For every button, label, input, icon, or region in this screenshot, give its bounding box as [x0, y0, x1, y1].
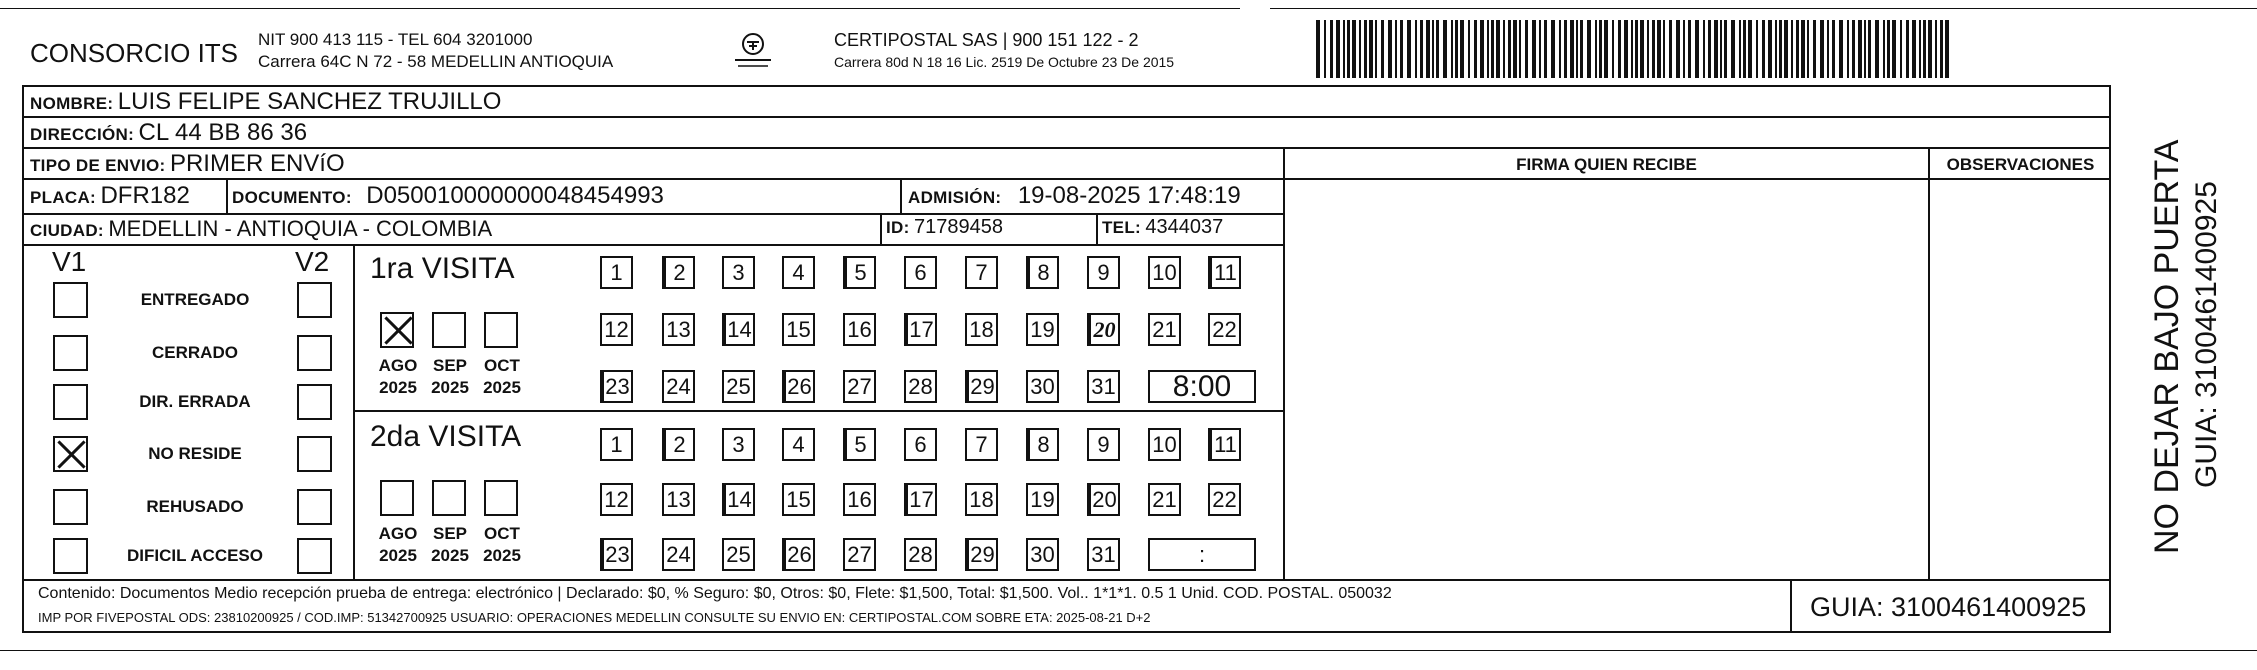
- barcode-bar: [1460, 20, 1464, 78]
- barcode-bar: [1695, 20, 1699, 78]
- certipostal-logo: [730, 30, 776, 72]
- barcode-bar: [1415, 20, 1417, 78]
- barcode-bar: [1587, 20, 1591, 78]
- barcode-bar: [1436, 20, 1439, 78]
- company-info-line-1: NIT 900 413 115 - TEL 604 3201000: [258, 30, 533, 49]
- barcode-bar: [1400, 20, 1403, 78]
- barcode-bar: [1839, 20, 1843, 78]
- barcode-bar: [1688, 20, 1691, 78]
- first-visit-day-2[interactable]: 2: [662, 256, 695, 289]
- ciudad-value: MEDELLIN - ANTIOQUIA - COLOMBIA: [108, 216, 493, 241]
- nombre-label: NOMBRE:: [30, 94, 114, 113]
- barcode-bar: [1864, 20, 1866, 78]
- visits-divider: [353, 244, 355, 579]
- barcode-bar: [1739, 20, 1741, 78]
- first-visit-day-28[interactable]: 28: [904, 370, 937, 403]
- barcode-bar: [1708, 20, 1711, 78]
- no-dejar-warning: NO DEJAR BAJO PUERTA: [2148, 139, 2186, 554]
- second-visit-title: 2da VISITA: [370, 420, 522, 453]
- v2-header: V2: [295, 246, 330, 277]
- barcode-bar: [1407, 20, 1411, 78]
- first-visit-month-label: SEP: [432, 356, 468, 375]
- top-rule: [1270, 8, 2257, 9]
- barcode-bar: [1580, 20, 1583, 78]
- barcode-bar: [1935, 20, 1937, 78]
- barcode-bar: [1375, 20, 1377, 78]
- barcode-bar: [1635, 20, 1638, 78]
- barcode-bar: [1336, 20, 1340, 78]
- barcode-bar: [1919, 20, 1921, 78]
- second-visit-month-checkbox[interactable]: [432, 480, 466, 516]
- barcode-bar: [1940, 20, 1943, 78]
- first-visit-month-checkbox[interactable]: [380, 312, 414, 348]
- barcode-bar: [1503, 20, 1505, 78]
- barcode-bar: [1820, 20, 1824, 78]
- first-visit-day-14[interactable]: 14: [722, 313, 755, 346]
- barcode-bar: [1779, 20, 1782, 78]
- second-visit-day-17[interactable]: 17: [904, 483, 937, 516]
- footer-guia-divider: [1790, 579, 1792, 633]
- footer-divider: [22, 579, 2111, 581]
- direccion-label: DIRECCIÓN:: [30, 125, 135, 144]
- first-visit-day-23[interactable]: 23: [600, 370, 633, 403]
- second-visit-day-22[interactable]: 22: [1208, 483, 1241, 516]
- barcode-bar: [1519, 20, 1521, 78]
- second-visit-month-checkbox[interactable]: [380, 480, 414, 516]
- status-option-label: ENTREGADO: [140, 290, 250, 309]
- barcode-bar: [1647, 20, 1649, 78]
- barcode-bar: [1420, 20, 1423, 78]
- footer-guia: GUIA: 3100461400925: [1810, 592, 2087, 622]
- v1-checkbox[interactable]: [53, 436, 88, 472]
- second-visit-day-18[interactable]: 18: [965, 483, 998, 516]
- first-visit-day-9[interactable]: 9: [1087, 256, 1120, 289]
- v2-checkbox[interactable]: [297, 282, 332, 318]
- barcode-bar: [1847, 20, 1849, 78]
- documento-divider: [900, 178, 902, 213]
- barcode-bar: [1748, 20, 1752, 78]
- barcode-bar: [1624, 20, 1628, 78]
- barcode-bar: [1468, 20, 1470, 78]
- barcode-bar: [1906, 20, 1909, 78]
- tipo-envio-row: [30, 150, 345, 178]
- second-visit-day-2[interactable]: 2: [662, 428, 695, 461]
- barcode-bar: [1364, 20, 1367, 78]
- second-visit-day-10[interactable]: 10: [1148, 428, 1181, 461]
- admision-label: ADMISIÓN:: [908, 188, 1002, 207]
- v1-checkbox[interactable]: [53, 384, 88, 420]
- barcode-bar: [1618, 20, 1621, 78]
- barcode-bar: [1491, 20, 1494, 78]
- footer-line-1: Contenido: Documentos Medio recepción prueba de entrega: electrónico | Declarado: $0, % Seguro: $0, Otros: $0, Flete: $1,500, Total: $1,500. Vol.. 1*1*1. 0.5 1 Unid. COD. POSTAL. 050032: [38, 585, 1392, 602]
- first-visit-day-19[interactable]: 19: [1026, 313, 1059, 346]
- id-field: [886, 216, 1003, 239]
- admision-value: 19-08-2025 17:48:19: [1017, 182, 1241, 209]
- second-visit-day-28[interactable]: 28: [904, 538, 937, 571]
- first-visit-day-7[interactable]: 7: [965, 256, 998, 289]
- first-visit-month-year: 2025: [431, 378, 469, 397]
- v1-checkbox[interactable]: [53, 282, 88, 318]
- barcode-bar: [1784, 20, 1788, 78]
- row-divider: [22, 147, 2111, 149]
- first-visit-day-4[interactable]: 4: [782, 256, 815, 289]
- first-visit-month-label: OCT: [484, 356, 520, 375]
- barcode-bar: [1631, 20, 1633, 78]
- v1-checkbox[interactable]: [53, 489, 88, 525]
- barcode-bar: [1352, 20, 1356, 78]
- first-visit-day-5[interactable]: 5: [843, 256, 876, 289]
- barcode-bar: [1599, 20, 1602, 78]
- row-divider: [353, 410, 1283, 412]
- barcode-bar: [1576, 20, 1578, 78]
- second-visit-day-9[interactable]: 9: [1087, 428, 1120, 461]
- status-option-label: REHUSADO: [146, 497, 244, 516]
- tel-field: [1102, 216, 1223, 239]
- first-visit-day-12[interactable]: 12: [600, 313, 633, 346]
- second-visit-day-14[interactable]: 14: [722, 483, 755, 516]
- second-visit-time-field[interactable]: :: [1148, 538, 1256, 571]
- barcode-bar: [1330, 20, 1333, 78]
- barcode-bar: [1945, 20, 1949, 78]
- v2-checkbox[interactable]: [297, 384, 332, 420]
- barcode-bar: [1892, 20, 1896, 78]
- courier-info-line-1: CERTIPOSTAL SAS | 900 151 122 - 2: [834, 30, 1139, 50]
- row-divider: [22, 244, 1283, 246]
- second-visit-day-21[interactable]: 21: [1148, 483, 1181, 516]
- row-divider: [22, 116, 2111, 118]
- second-visit-month-label: SEP: [432, 524, 468, 543]
- barcode-bar: [1657, 20, 1661, 78]
- barcode-bar: [1923, 20, 1926, 78]
- first-visit-month-year: 2025: [379, 378, 417, 397]
- header-rule-left: [0, 8, 1240, 9]
- row-divider: [22, 213, 1283, 215]
- barcode-bar: [1683, 20, 1685, 78]
- barcode-bar: [1432, 20, 1434, 78]
- barcode-bar: [1443, 20, 1447, 78]
- barcode-bar: [1347, 20, 1350, 78]
- first-visit-day-24[interactable]: 24: [662, 370, 695, 403]
- ciudad-field: [30, 216, 492, 242]
- barcode-bar: [1381, 20, 1384, 78]
- barcode-bar: [1762, 20, 1765, 78]
- barcode-bar: [1813, 20, 1816, 78]
- documento-field: [232, 182, 664, 210]
- barcode-bar: [1316, 20, 1320, 78]
- barcode-bar: [1731, 20, 1735, 78]
- barcode-bar: [1832, 20, 1835, 78]
- barcode-bar: [1513, 20, 1517, 78]
- second-visit-day-13[interactable]: 13: [662, 483, 695, 516]
- barcode-bar: [1474, 20, 1477, 78]
- barcode-bar: [1703, 20, 1705, 78]
- second-visit-day-31[interactable]: 31: [1087, 538, 1120, 571]
- tipo-envio-label: TIPO DE ENVIO:: [30, 156, 166, 175]
- barcode-bar: [1720, 20, 1722, 78]
- barcode-bar: [1532, 20, 1536, 78]
- first-visit-day-17[interactable]: 17: [904, 313, 937, 346]
- barcode-bar: [1564, 20, 1567, 78]
- barcode-bar: [1604, 20, 1608, 78]
- second-visit-month-year: 2025: [431, 546, 469, 565]
- first-visit-day-8[interactable]: 8: [1026, 256, 1059, 289]
- courier-info-line-2: Carrera 80d N 18 16 Lic. 2519 De Octubre 23 De 2015: [834, 54, 1175, 70]
- first-visit-day-21[interactable]: 21: [1148, 313, 1181, 346]
- barcode-bar: [1544, 20, 1547, 78]
- first-visit-month-checkbox[interactable]: [432, 312, 466, 348]
- barcode-bar: [1768, 20, 1772, 78]
- barcode-bar: [1887, 20, 1890, 78]
- barcode-bar: [1559, 20, 1561, 78]
- footer-line-2: IMP POR FIVEPOSTAL ODS: 23810200925 / COD.IMP: 51342700925 USUARIO: OPERACIONES MEDELLIN CONSULTE SU ENVIO EN: CERTIPOSTAL.COM SOBRE ETA: 2025-08-21 D+2: [38, 610, 1151, 625]
- barcode-bar: [1900, 20, 1902, 78]
- side-guia: GUIA: 3100461400925: [2190, 181, 2223, 488]
- barcode-bar: [1743, 20, 1746, 78]
- second-visit-day-3[interactable]: 3: [722, 428, 755, 461]
- v1-checkbox[interactable]: [53, 538, 88, 574]
- second-visit-day-7[interactable]: 7: [965, 428, 998, 461]
- barcode-bar: [1912, 20, 1916, 78]
- id-divider: [1096, 213, 1098, 244]
- nombre-value: LUIS FELIPE SANCHEZ TRUJILLO: [117, 88, 502, 115]
- first-visit-day-31[interactable]: 31: [1087, 370, 1120, 403]
- documento-label: DOCUMENTO:: [232, 188, 352, 207]
- second-visit-month-label: AGO: [378, 524, 418, 543]
- second-visit-day-19[interactable]: 19: [1026, 483, 1059, 516]
- barcode-bar: [1426, 20, 1430, 78]
- second-visit-day-27[interactable]: 27: [843, 538, 876, 571]
- barcode-bar: [1652, 20, 1655, 78]
- barcode-bar: [1487, 20, 1489, 78]
- admision-field: [908, 182, 1241, 210]
- v2-checkbox[interactable]: [297, 335, 332, 371]
- observaciones-header: OBSERVACIONES: [1946, 155, 2095, 174]
- status-option-label: DIR. ERRADA: [139, 392, 251, 411]
- barcode-bar: [1640, 20, 1644, 78]
- second-visit-month-year: 2025: [483, 546, 521, 565]
- barcode-bar: [1724, 20, 1727, 78]
- barcode-bar: [1928, 20, 1932, 78]
- second-visit-day-20[interactable]: 20: [1087, 483, 1120, 516]
- documento-value: D050010000000048454993: [366, 182, 664, 209]
- ciudad-label: CIUDAD:: [30, 221, 104, 240]
- first-visit-day-16[interactable]: 16: [843, 313, 876, 346]
- first-visit-time-field[interactable]: 8:00: [1148, 370, 1256, 403]
- firma-column-divider: [1283, 147, 1285, 579]
- second-visit-day-16[interactable]: 16: [843, 483, 876, 516]
- status-option-label: NO RESIDE: [148, 444, 242, 463]
- placa-value: DFR182: [100, 182, 190, 209]
- first-visit-month-year: 2025: [483, 378, 521, 397]
- second-visit-day-12[interactable]: 12: [600, 483, 633, 516]
- second-visit-month-label: OCT: [484, 524, 520, 543]
- barcode-bar: [1669, 20, 1672, 78]
- barcode-bar: [1796, 20, 1799, 78]
- second-visit-day-26[interactable]: 26: [782, 538, 815, 571]
- first-visit-day-29[interactable]: 29: [965, 370, 998, 403]
- company-info-line-2: Carrera 64C N 72 - 58 MEDELLIN ANTIOQUIA: [258, 52, 614, 71]
- status-option-label: CERRADO: [152, 343, 238, 362]
- barcode-bar: [1369, 20, 1373, 78]
- direccion-row: [30, 119, 307, 147]
- first-visit-day-25[interactable]: 25: [722, 370, 755, 403]
- v2-checkbox[interactable]: [297, 538, 332, 574]
- company-name: CONSORCIO ITS: [30, 38, 239, 68]
- barcode-bar: [1395, 20, 1397, 78]
- first-visit-day-10[interactable]: 10: [1148, 256, 1181, 289]
- id-label: ID:: [886, 218, 910, 237]
- certipostal-logo-icon: [730, 30, 776, 72]
- bottom-rule: [0, 650, 2257, 651]
- second-visit-month-checkbox[interactable]: [484, 480, 518, 516]
- barcode-bar: [1883, 20, 1885, 78]
- second-visit-day-4[interactable]: 4: [782, 428, 815, 461]
- id-value: 71789458: [914, 216, 1003, 238]
- v1-checkbox[interactable]: [53, 335, 88, 371]
- barcode-bar: [1775, 20, 1777, 78]
- barcode-bar: [1858, 20, 1862, 78]
- second-visit-day-24[interactable]: 24: [662, 538, 695, 571]
- second-visit-day-1[interactable]: 1: [600, 428, 633, 461]
- first-visit-day-18[interactable]: 18: [965, 313, 998, 346]
- barcode-bar: [1801, 20, 1805, 78]
- obs-column-divider: [1928, 147, 1930, 579]
- barcode-bar: [1612, 20, 1614, 78]
- first-visit-day-3[interactable]: 3: [722, 256, 755, 289]
- first-visit-month-checkbox[interactable]: [484, 312, 518, 348]
- first-visit-day-27[interactable]: 27: [843, 370, 876, 403]
- barcode-bar: [1570, 20, 1574, 78]
- barcode-bar: [1714, 20, 1718, 78]
- ciudad-divider: [880, 213, 882, 244]
- second-visit-month-year: 2025: [379, 546, 417, 565]
- barcode-bar: [1324, 20, 1326, 78]
- second-visit-day-15[interactable]: 15: [782, 483, 815, 516]
- second-visit-day-29[interactable]: 29: [965, 538, 998, 571]
- barcode-bar: [1875, 20, 1879, 78]
- barcode-bar: [1451, 20, 1453, 78]
- tel-label: TEL:: [1102, 218, 1141, 237]
- barcode-image: [1316, 20, 1951, 78]
- second-visit-day-23[interactable]: 23: [600, 538, 633, 571]
- barcode-bar: [1525, 20, 1528, 78]
- barcode-bar: [1539, 20, 1541, 78]
- barcode-bar: [1852, 20, 1855, 78]
- barcode-bar: [1551, 20, 1555, 78]
- barcode-bar: [1359, 20, 1361, 78]
- barcode-bar: [1663, 20, 1665, 78]
- first-visit-day-6[interactable]: 6: [904, 256, 937, 289]
- barcode-bar: [1807, 20, 1809, 78]
- first-visit-day-26[interactable]: 26: [782, 370, 815, 403]
- barcode-bar: [1756, 20, 1758, 78]
- first-visit-day-15[interactable]: 15: [782, 313, 815, 346]
- barcode-bar: [1791, 20, 1793, 78]
- barcode-bar: [1595, 20, 1597, 78]
- first-visit-day-1[interactable]: 1: [600, 256, 633, 289]
- barcode-bar: [1827, 20, 1829, 78]
- first-visit-day-22[interactable]: 22: [1208, 313, 1241, 346]
- second-visit-day-11[interactable]: 11: [1208, 428, 1241, 461]
- barcode-bar: [1480, 20, 1484, 78]
- row-divider: [22, 178, 2111, 180]
- v2-checkbox[interactable]: [297, 489, 332, 525]
- second-visit-day-8[interactable]: 8: [1026, 428, 1059, 461]
- barcode-bar: [1455, 20, 1458, 78]
- first-visit-day-30[interactable]: 30: [1026, 370, 1059, 403]
- barcode-bar: [1676, 20, 1680, 78]
- first-visit-day-20[interactable]: 20: [1087, 313, 1120, 346]
- tipo-envio-value: PRIMER ENVíO: [169, 150, 345, 177]
- placa-label: PLACA:: [30, 188, 97, 207]
- firma-header: FIRMA QUIEN RECIBE: [1516, 155, 1697, 174]
- barcode-bar: [1496, 20, 1500, 78]
- barcode: [1316, 20, 1951, 78]
- first-visit-day-11[interactable]: 11: [1208, 256, 1241, 289]
- second-visit-day-25[interactable]: 25: [722, 538, 755, 571]
- nombre-row: [30, 88, 501, 116]
- barcode-bar: [1508, 20, 1511, 78]
- second-visit-day-6[interactable]: 6: [904, 428, 937, 461]
- tel-value: 4344037: [1145, 216, 1224, 238]
- first-visit-title: 1ra VISITA: [370, 252, 515, 285]
- status-option-label: DIFICIL ACCESO: [126, 546, 263, 565]
- second-visit-day-5[interactable]: 5: [843, 428, 876, 461]
- barcode-bar: [1868, 20, 1871, 78]
- second-visit-day-30[interactable]: 30: [1026, 538, 1059, 571]
- v2-checkbox[interactable]: [297, 436, 332, 472]
- barcode-bar: [1343, 20, 1345, 78]
- first-visit-month-label: AGO: [378, 356, 418, 375]
- direccion-value: CL 44 BB 86 36: [138, 119, 308, 146]
- v1-header: V1: [52, 246, 87, 277]
- placa-field: [30, 182, 190, 210]
- first-visit-day-13[interactable]: 13: [662, 313, 695, 346]
- placa-divider: [226, 178, 228, 213]
- barcode-bar: [1388, 20, 1392, 78]
